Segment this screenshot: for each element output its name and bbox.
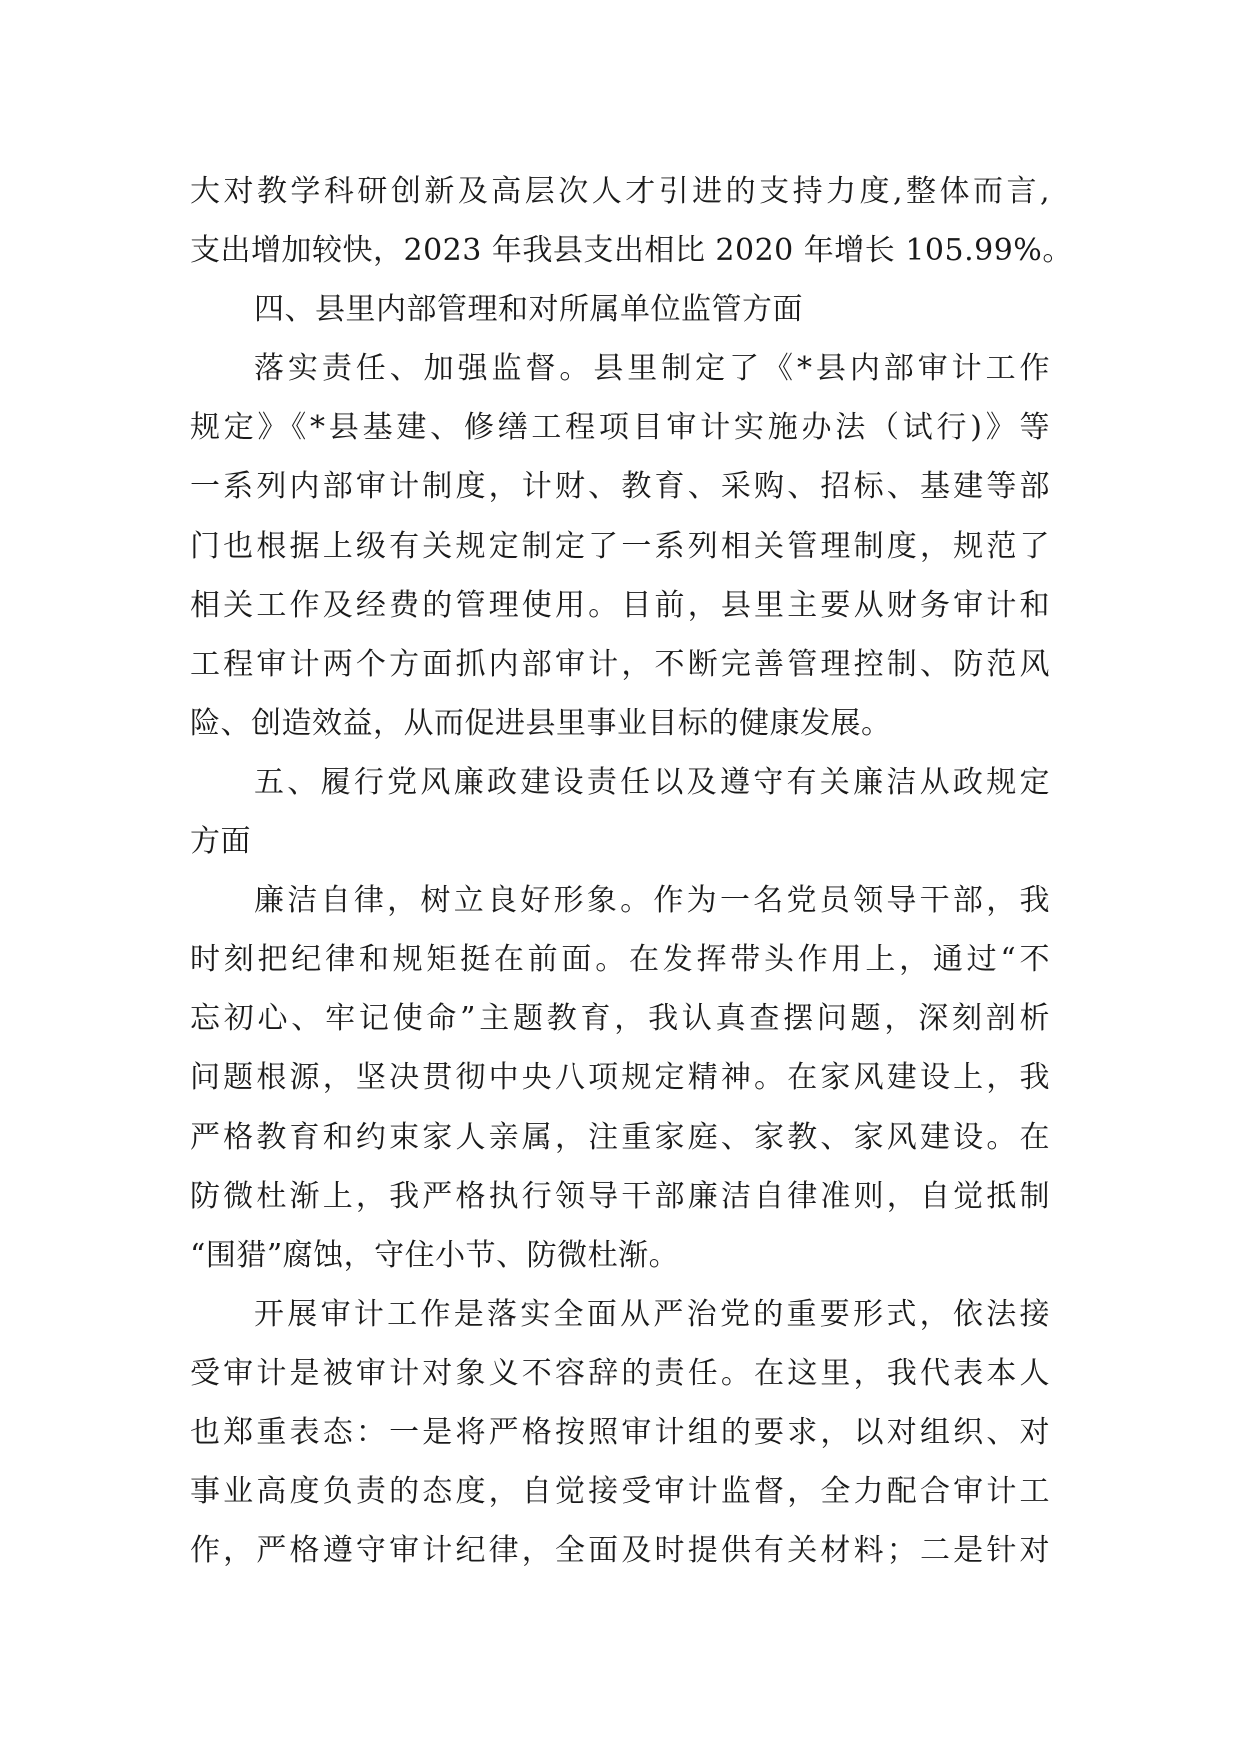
text-line: 工程审计两个方面抓内部审计，不断完善管理控制、防范风 <box>190 646 1050 682</box>
text-line: 一系列内部审计制度，计财、教育、采购、招标、基建等部 <box>190 469 1050 505</box>
document-body <box>190 162 1073 1580</box>
text-line: 险、创造效益，从而促进县里事业目标的健康发展。 <box>190 705 892 741</box>
text-line: 忘初心、牢记使命”主题教育，我认真查摆问题，深刻剖析 <box>190 1001 1050 1037</box>
text-line: 落实责任、加强监督。县里制定了《*县内部审计工作 <box>254 351 1050 387</box>
text-line: 支出增加较快，2023 年我县支出相比 2020 年增长 105.99%。 <box>190 233 1073 269</box>
text-line: 门也根据上级有关规定制定了一系列相关管理制度，规范了 <box>190 528 1050 564</box>
text-line: 方面 <box>190 824 251 860</box>
text-line: 时刻把纪律和规矩挺在前面。在发挥带头作用上，通过“不 <box>190 942 1050 978</box>
text-line: 五、履行党风廉政建设责任以及遵守有关廉洁从政规定 <box>254 764 1050 800</box>
text-line: 四、县里内部管理和对所属单位监管方面 <box>254 292 803 328</box>
text-line: 作，严格遵守审计纪律，全面及时提供有关材料；二是针对 <box>190 1533 1050 1569</box>
text-line: 事业高度负责的态度，自觉接受审计监督，全力配合审计工 <box>190 1474 1050 1510</box>
text-line: 开展审计工作是落实全面从严治党的重要形式，依法接 <box>254 1296 1050 1332</box>
text-line: 问题根源，坚决贯彻中央八项规定精神。在家风建设上，我 <box>190 1060 1050 1096</box>
text-line: 严格教育和约束家人亲属，注重家庭、家教、家风建设。在 <box>190 1119 1050 1155</box>
text-line: 规定》《*县基建、修缮工程项目审计实施办法（试行)》等 <box>190 410 1050 446</box>
text-line: 相关工作及经费的管理使用。目前，县里主要从财务审计和 <box>190 587 1050 623</box>
text-line: 大对教学科研创新及高层次人才引进的支持力度,整体而言, <box>190 174 1050 209</box>
text-line: 廉洁自律，树立良好形象。作为一名党员领导干部，我 <box>254 883 1050 919</box>
text-line: “围猎”腐蚀，守住小节、防微杜渐。 <box>190 1237 680 1273</box>
text-line: 受审计是被审计对象义不容辞的责任。在这里，我代表本人 <box>190 1355 1050 1391</box>
text-line: 也郑重表态：一是将严格按照审计组的要求，以对组织、对 <box>190 1414 1050 1450</box>
text-line: 防微杜渐上，我严格执行领导干部廉洁自律准则，自觉抵制 <box>190 1178 1050 1214</box>
